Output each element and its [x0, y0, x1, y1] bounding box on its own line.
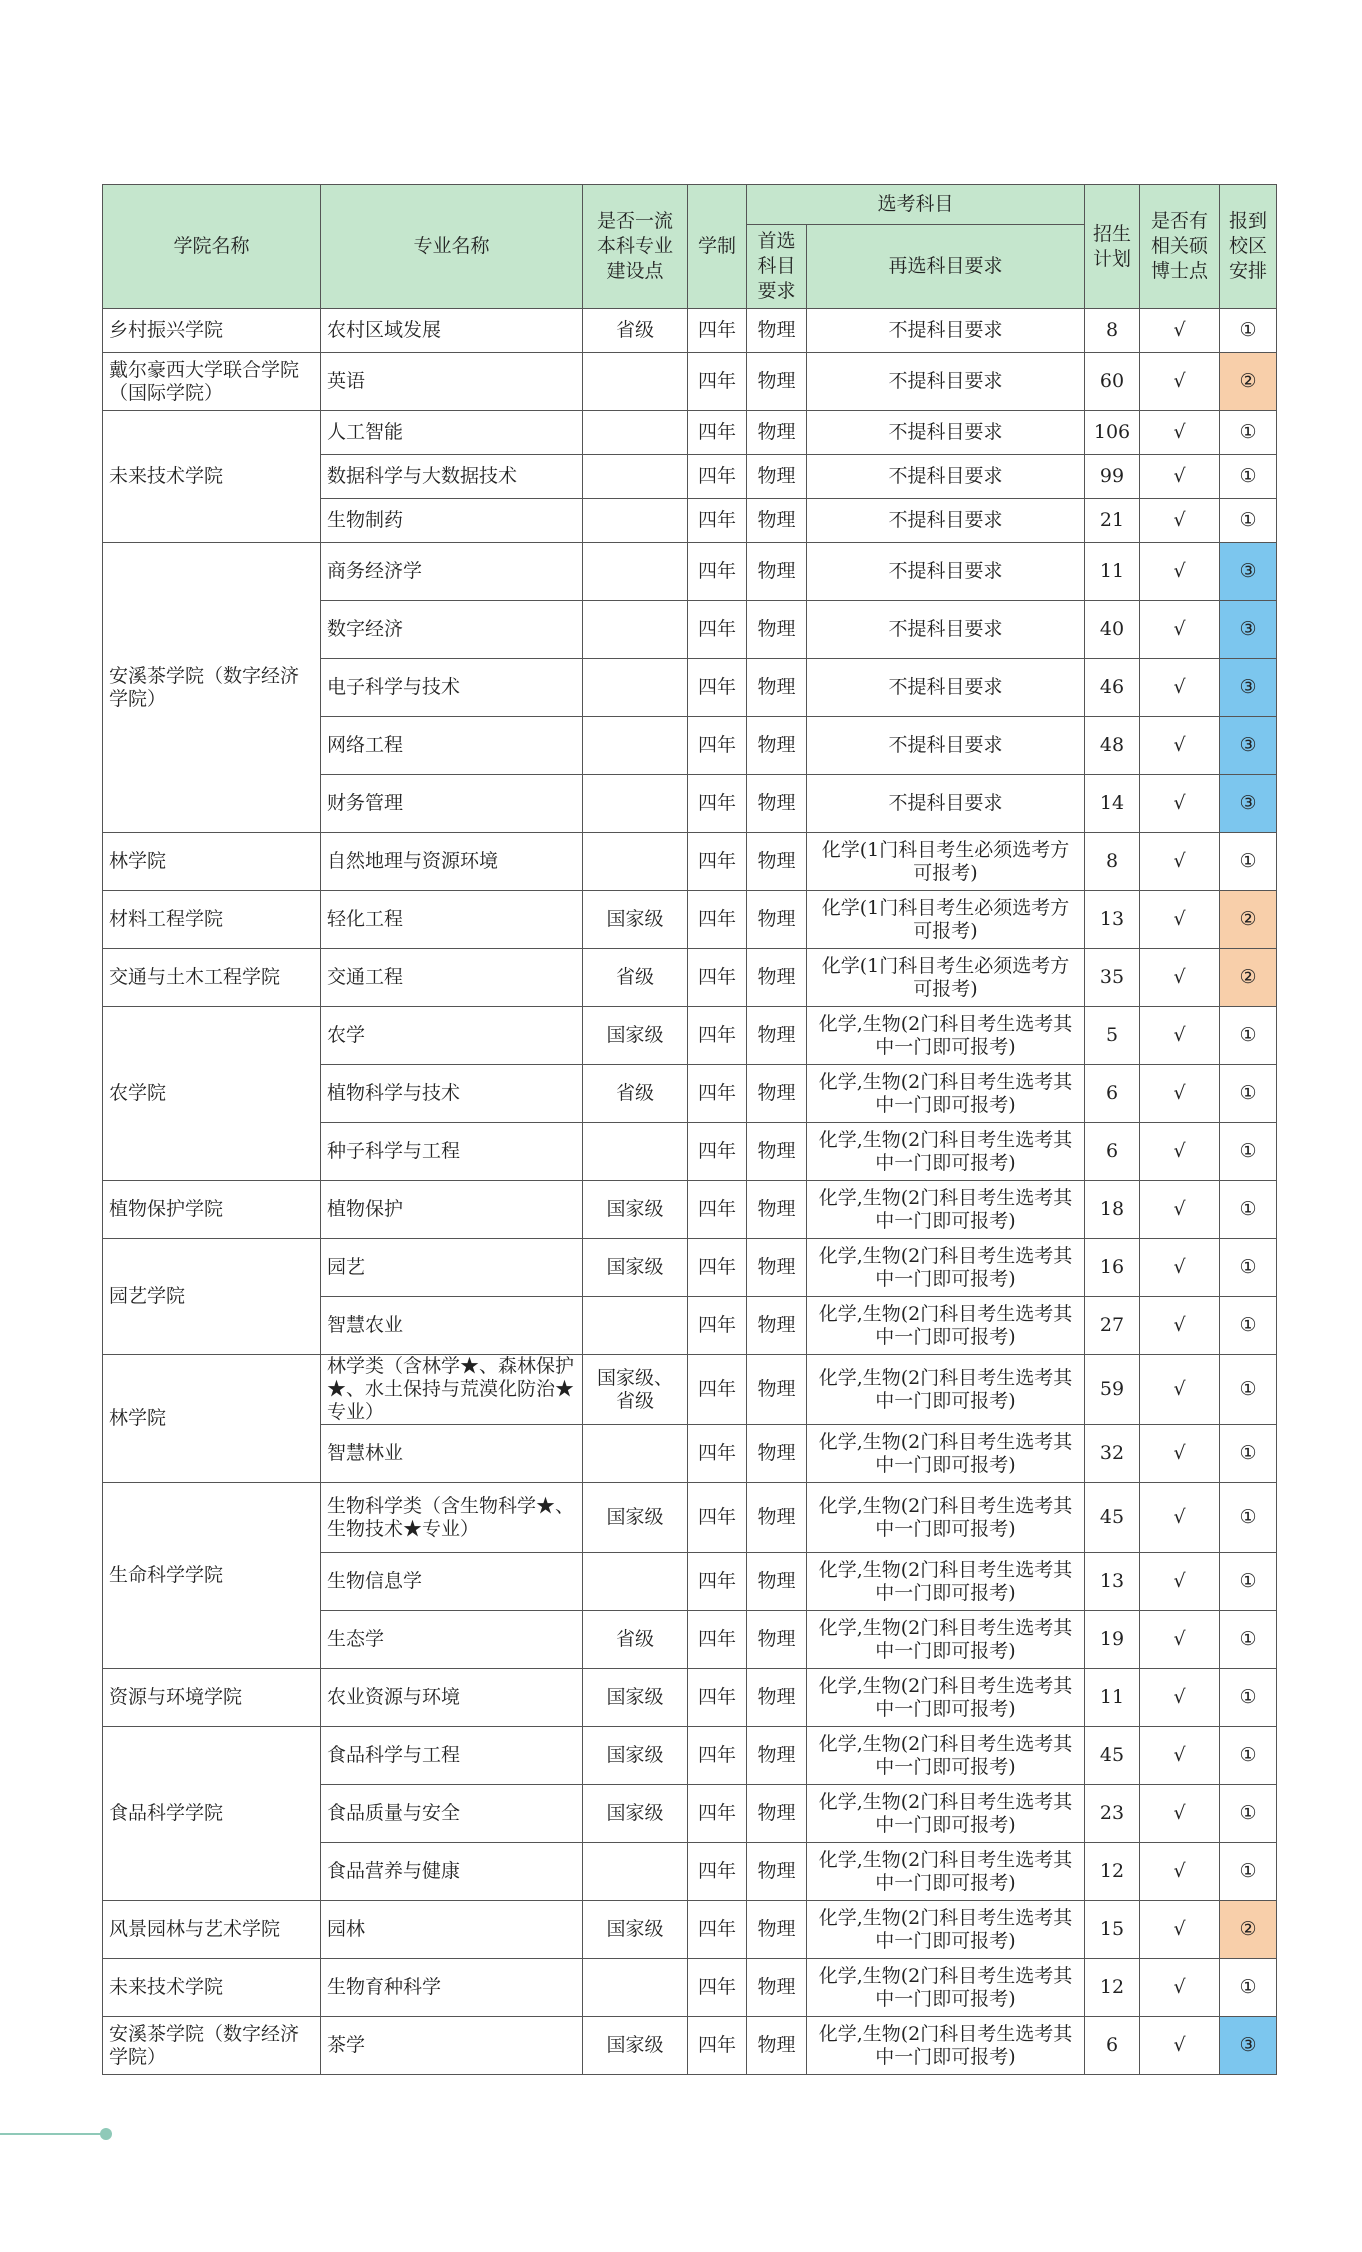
plan-cell: 13	[1085, 891, 1140, 949]
primary-subject-cell: 物理	[747, 1843, 807, 1901]
secondary-subject-cell: 不提科目要求	[807, 775, 1085, 833]
primary-subject-cell: 物理	[747, 1239, 807, 1297]
doctoral-cell: √	[1140, 1843, 1220, 1901]
college-cell: 林学院	[103, 833, 321, 891]
firstclass-cell	[583, 543, 688, 601]
secondary-subject-cell: 不提科目要求	[807, 411, 1085, 455]
major-cell: 农业资源与环境	[321, 1669, 583, 1727]
primary-subject-cell: 物理	[747, 891, 807, 949]
secondary-subject-cell: 不提科目要求	[807, 543, 1085, 601]
duration-cell: 四年	[688, 1239, 747, 1297]
duration-cell: 四年	[688, 1843, 747, 1901]
doctoral-cell: √	[1140, 775, 1220, 833]
campus-badge: ③	[1220, 717, 1277, 775]
secondary-subject-cell: 化学,生物(2门科目考生选考其中一门即可报考)	[807, 1123, 1085, 1181]
firstclass-cell: 省级	[583, 1611, 688, 1669]
secondary-subject-cell: 化学,生物(2门科目考生选考其中一门即可报考)	[807, 1007, 1085, 1065]
college-cell: 农学院	[103, 1007, 321, 1181]
primary-subject-cell: 物理	[747, 2017, 807, 2075]
firstclass-cell	[583, 1425, 688, 1483]
campus-badge: ②	[1220, 949, 1277, 1007]
major-cell: 商务经济学	[321, 543, 583, 601]
plan-cell: 59	[1085, 1355, 1140, 1425]
campus-badge: ①	[1220, 1483, 1277, 1553]
doctoral-cell: √	[1140, 1065, 1220, 1123]
college-cell: 食品科学学院	[103, 1727, 321, 1901]
doctoral-cell: √	[1140, 543, 1220, 601]
firstclass-cell: 国家级	[583, 1901, 688, 1959]
plan-cell: 16	[1085, 1239, 1140, 1297]
campus-badge: ③	[1220, 2017, 1277, 2075]
major-cell: 数据科学与大数据技术	[321, 455, 583, 499]
doctoral-cell: √	[1140, 309, 1220, 353]
campus-badge: ③	[1220, 543, 1277, 601]
duration-cell: 四年	[688, 1181, 747, 1239]
firstclass-cell: 省级	[583, 949, 688, 1007]
campus-badge: ①	[1220, 1007, 1277, 1065]
firstclass-cell	[583, 353, 688, 411]
secondary-subject-cell: 化学(1门科目考生必须选考方可报考)	[807, 833, 1085, 891]
college-cell: 林学院	[103, 1355, 321, 1483]
table-row	[103, 1901, 1277, 1959]
duration-cell: 四年	[688, 1483, 747, 1553]
firstclass-cell	[583, 1843, 688, 1901]
primary-subject-cell: 物理	[747, 1785, 807, 1843]
duration-cell: 四年	[688, 833, 747, 891]
major-cell: 园林	[321, 1901, 583, 1959]
firstclass-cell: 国家级	[583, 1007, 688, 1065]
firstclass-cell	[583, 775, 688, 833]
campus-badge: ①	[1220, 833, 1277, 891]
plan-cell: 21	[1085, 499, 1140, 543]
doctoral-cell: √	[1140, 1727, 1220, 1785]
doctoral-cell: √	[1140, 1483, 1220, 1553]
major-cell: 人工智能	[321, 411, 583, 455]
duration-cell: 四年	[688, 1785, 747, 1843]
primary-subject-cell: 物理	[747, 717, 807, 775]
decorative-line	[0, 2133, 104, 2135]
header-campus: 报到校区安排	[1220, 185, 1277, 309]
duration-cell: 四年	[688, 1123, 747, 1181]
plan-cell: 6	[1085, 1065, 1140, 1123]
doctoral-cell: √	[1140, 833, 1220, 891]
table-row	[103, 543, 1277, 601]
duration-cell: 四年	[688, 949, 747, 1007]
major-cell: 农学	[321, 1007, 583, 1065]
campus-badge: ①	[1220, 499, 1277, 543]
duration-cell: 四年	[688, 1355, 747, 1425]
secondary-subject-cell: 不提科目要求	[807, 309, 1085, 353]
primary-subject-cell: 物理	[747, 1007, 807, 1065]
primary-subject-cell: 物理	[747, 1297, 807, 1355]
doctoral-cell: √	[1140, 1123, 1220, 1181]
firstclass-cell: 国家级	[583, 2017, 688, 2075]
plan-cell: 11	[1085, 1669, 1140, 1727]
campus-badge: ①	[1220, 1297, 1277, 1355]
duration-cell: 四年	[688, 1959, 747, 2017]
table-body	[103, 309, 1277, 2075]
campus-badge: ①	[1220, 1123, 1277, 1181]
doctoral-cell: √	[1140, 1007, 1220, 1065]
campus-badge: ①	[1220, 309, 1277, 353]
duration-cell: 四年	[688, 499, 747, 543]
firstclass-cell: 国家级	[583, 1483, 688, 1553]
campus-badge: ②	[1220, 891, 1277, 949]
doctoral-cell: √	[1140, 717, 1220, 775]
table-row	[103, 949, 1277, 1007]
primary-subject-cell: 物理	[747, 1483, 807, 1553]
plan-cell: 19	[1085, 1611, 1140, 1669]
plan-cell: 8	[1085, 309, 1140, 353]
doctoral-cell: √	[1140, 1611, 1220, 1669]
duration-cell: 四年	[688, 1425, 747, 1483]
duration-cell: 四年	[688, 891, 747, 949]
plan-cell: 14	[1085, 775, 1140, 833]
table-row	[103, 891, 1277, 949]
firstclass-cell: 国家级	[583, 891, 688, 949]
campus-badge: ①	[1220, 455, 1277, 499]
campus-badge: ③	[1220, 659, 1277, 717]
primary-subject-cell: 物理	[747, 1669, 807, 1727]
major-cell: 数字经济	[321, 601, 583, 659]
primary-subject-cell: 物理	[747, 543, 807, 601]
campus-badge: ①	[1220, 1425, 1277, 1483]
primary-subject-cell: 物理	[747, 601, 807, 659]
secondary-subject-cell: 不提科目要求	[807, 717, 1085, 775]
major-cell: 园艺	[321, 1239, 583, 1297]
secondary-subject-cell: 化学,生物(2门科目考生选考其中一门即可报考)	[807, 1727, 1085, 1785]
campus-badge: ①	[1220, 1065, 1277, 1123]
firstclass-cell	[583, 1297, 688, 1355]
college-cell: 园艺学院	[103, 1239, 321, 1355]
firstclass-cell	[583, 1553, 688, 1611]
doctoral-cell: √	[1140, 1181, 1220, 1239]
doctoral-cell: √	[1140, 455, 1220, 499]
major-cell: 电子科学与技术	[321, 659, 583, 717]
header-college: 学院名称	[103, 185, 321, 309]
firstclass-cell	[583, 455, 688, 499]
major-cell: 生物制药	[321, 499, 583, 543]
doctoral-cell: √	[1140, 411, 1220, 455]
campus-badge: ①	[1220, 411, 1277, 455]
major-cell: 智慧林业	[321, 1425, 583, 1483]
secondary-subject-cell: 化学,生物(2门科目考生选考其中一门即可报考)	[807, 1483, 1085, 1553]
primary-subject-cell: 物理	[747, 455, 807, 499]
plan-cell: 46	[1085, 659, 1140, 717]
primary-subject-cell: 物理	[747, 659, 807, 717]
major-cell: 生物育种科学	[321, 1959, 583, 2017]
doctoral-cell: √	[1140, 1297, 1220, 1355]
secondary-subject-cell: 化学(1门科目考生必须选考方可报考)	[807, 891, 1085, 949]
firstclass-cell	[583, 717, 688, 775]
firstclass-cell	[583, 1123, 688, 1181]
campus-badge: ①	[1220, 1669, 1277, 1727]
header-duration: 学制	[688, 185, 747, 309]
doctoral-cell: √	[1140, 601, 1220, 659]
major-cell: 交通工程	[321, 949, 583, 1007]
secondary-subject-cell: 化学,生物(2门科目考生选考其中一门即可报考)	[807, 1785, 1085, 1843]
plan-cell: 23	[1085, 1785, 1140, 1843]
secondary-subject-cell: 不提科目要求	[807, 659, 1085, 717]
campus-badge: ①	[1220, 1355, 1277, 1425]
college-cell: 未来技术学院	[103, 1959, 321, 2017]
firstclass-cell: 国家级、省级	[583, 1355, 688, 1425]
duration-cell: 四年	[688, 659, 747, 717]
major-cell: 林学类（含林学★、森林保护★、水土保持与荒漠化防治★专业）	[321, 1355, 583, 1425]
secondary-subject-cell: 化学,生物(2门科目考生选考其中一门即可报考)	[807, 1297, 1085, 1355]
college-cell: 风景园林与艺术学院	[103, 1901, 321, 1959]
major-cell: 财务管理	[321, 775, 583, 833]
primary-subject-cell: 物理	[747, 1611, 807, 1669]
college-cell: 资源与环境学院	[103, 1669, 321, 1727]
primary-subject-cell: 物理	[747, 1123, 807, 1181]
firstclass-cell	[583, 833, 688, 891]
campus-badge: ①	[1220, 1959, 1277, 2017]
firstclass-cell	[583, 601, 688, 659]
campus-badge: ①	[1220, 1239, 1277, 1297]
doctoral-cell: √	[1140, 1959, 1220, 2017]
plan-cell: 12	[1085, 1959, 1140, 2017]
major-cell: 植物科学与技术	[321, 1065, 583, 1123]
secondary-subject-cell: 化学,生物(2门科目考生选考其中一门即可报考)	[807, 1239, 1085, 1297]
firstclass-cell	[583, 659, 688, 717]
doctoral-cell: √	[1140, 949, 1220, 1007]
primary-subject-cell: 物理	[747, 499, 807, 543]
doctoral-cell: √	[1140, 1553, 1220, 1611]
college-cell: 安溪茶学院（数字经济学院）	[103, 543, 321, 833]
duration-cell: 四年	[688, 353, 747, 411]
primary-subject-cell: 物理	[747, 833, 807, 891]
doctoral-cell: √	[1140, 2017, 1220, 2075]
major-cell: 生态学	[321, 1611, 583, 1669]
secondary-subject-cell: 化学,生物(2门科目考生选考其中一门即可报考)	[807, 1355, 1085, 1425]
plan-cell: 15	[1085, 1901, 1140, 1959]
major-cell: 食品科学与工程	[321, 1727, 583, 1785]
duration-cell: 四年	[688, 455, 747, 499]
college-cell: 材料工程学院	[103, 891, 321, 949]
primary-subject-cell: 物理	[747, 1727, 807, 1785]
firstclass-cell: 省级	[583, 1065, 688, 1123]
doctoral-cell: √	[1140, 1425, 1220, 1483]
header-plan: 招生计划	[1085, 185, 1140, 309]
header-secondary: 再选科目要求	[807, 225, 1085, 309]
duration-cell: 四年	[688, 1669, 747, 1727]
duration-cell: 四年	[688, 2017, 747, 2075]
secondary-subject-cell: 化学,生物(2门科目考生选考其中一门即可报考)	[807, 1553, 1085, 1611]
secondary-subject-cell: 化学,生物(2门科目考生选考其中一门即可报考)	[807, 1901, 1085, 1959]
plan-cell: 60	[1085, 353, 1140, 411]
major-cell: 英语	[321, 353, 583, 411]
secondary-subject-cell: 化学,生物(2门科目考生选考其中一门即可报考)	[807, 1181, 1085, 1239]
firstclass-cell	[583, 411, 688, 455]
primary-subject-cell: 物理	[747, 353, 807, 411]
secondary-subject-cell: 化学,生物(2门科目考生选考其中一门即可报考)	[807, 1669, 1085, 1727]
secondary-subject-cell: 化学,生物(2门科目考生选考其中一门即可报考)	[807, 1843, 1085, 1901]
primary-subject-cell: 物理	[747, 1959, 807, 2017]
secondary-subject-cell: 不提科目要求	[807, 601, 1085, 659]
major-cell: 自然地理与资源环境	[321, 833, 583, 891]
duration-cell: 四年	[688, 717, 747, 775]
header-doctoral: 是否有相关硕博士点	[1140, 185, 1220, 309]
primary-subject-cell: 物理	[747, 1065, 807, 1123]
firstclass-cell: 省级	[583, 309, 688, 353]
table-row	[103, 833, 1277, 891]
primary-subject-cell: 物理	[747, 1901, 807, 1959]
plan-cell: 27	[1085, 1297, 1140, 1355]
firstclass-cell: 国家级	[583, 1727, 688, 1785]
doctoral-cell: √	[1140, 891, 1220, 949]
duration-cell: 四年	[688, 411, 747, 455]
firstclass-cell	[583, 1959, 688, 2017]
firstclass-cell: 国家级	[583, 1669, 688, 1727]
secondary-subject-cell: 化学,生物(2门科目考生选考其中一门即可报考)	[807, 1065, 1085, 1123]
campus-badge: ①	[1220, 1553, 1277, 1611]
duration-cell: 四年	[688, 1611, 747, 1669]
decorative-dot	[100, 2128, 112, 2140]
duration-cell: 四年	[688, 309, 747, 353]
header-subjects-group: 选考科目	[747, 185, 1085, 225]
major-cell: 轻化工程	[321, 891, 583, 949]
table-row	[103, 411, 1277, 455]
college-cell: 未来技术学院	[103, 411, 321, 543]
major-cell: 生物信息学	[321, 1553, 583, 1611]
major-cell: 食品质量与安全	[321, 1785, 583, 1843]
duration-cell: 四年	[688, 601, 747, 659]
firstclass-cell	[583, 499, 688, 543]
plan-cell: 13	[1085, 1553, 1140, 1611]
plan-cell: 32	[1085, 1425, 1140, 1483]
header-primary: 首选科目要求	[747, 225, 807, 309]
primary-subject-cell: 物理	[747, 1553, 807, 1611]
campus-badge: ①	[1220, 1611, 1277, 1669]
college-cell: 戴尔豪西大学联合学院（国际学院）	[103, 353, 321, 411]
admissions-table	[102, 184, 1277, 2075]
primary-subject-cell: 物理	[747, 1355, 807, 1425]
college-cell: 生命科学学院	[103, 1483, 321, 1669]
campus-badge: ①	[1220, 1727, 1277, 1785]
table-row	[103, 1181, 1277, 1239]
campus-badge: ①	[1220, 1843, 1277, 1901]
secondary-subject-cell: 不提科目要求	[807, 353, 1085, 411]
major-cell: 网络工程	[321, 717, 583, 775]
firstclass-cell: 国家级	[583, 1239, 688, 1297]
doctoral-cell: √	[1140, 353, 1220, 411]
plan-cell: 45	[1085, 1483, 1140, 1553]
table-row	[103, 1669, 1277, 1727]
college-cell: 交通与土木工程学院	[103, 949, 321, 1007]
plan-cell: 40	[1085, 601, 1140, 659]
doctoral-cell: √	[1140, 499, 1220, 543]
plan-cell: 35	[1085, 949, 1140, 1007]
duration-cell: 四年	[688, 1727, 747, 1785]
plan-cell: 5	[1085, 1007, 1140, 1065]
college-cell: 乡村振兴学院	[103, 309, 321, 353]
major-cell: 智慧农业	[321, 1297, 583, 1355]
doctoral-cell: √	[1140, 1239, 1220, 1297]
major-cell: 农村区域发展	[321, 309, 583, 353]
duration-cell: 四年	[688, 775, 747, 833]
major-cell: 生物科学类（含生物科学★、生物技术★专业）	[321, 1483, 583, 1553]
college-cell: 植物保护学院	[103, 1181, 321, 1239]
table-row	[103, 1239, 1277, 1297]
secondary-subject-cell: 化学,生物(2门科目考生选考其中一门即可报考)	[807, 1425, 1085, 1483]
primary-subject-cell: 物理	[747, 775, 807, 833]
table-row	[103, 1959, 1277, 2017]
table-row	[103, 309, 1277, 353]
primary-subject-cell: 物理	[747, 1425, 807, 1483]
table-row	[103, 2017, 1277, 2075]
header-major: 专业名称	[321, 185, 583, 309]
table-row	[103, 1007, 1277, 1065]
firstclass-cell: 国家级	[583, 1785, 688, 1843]
secondary-subject-cell: 不提科目要求	[807, 455, 1085, 499]
firstclass-cell: 国家级	[583, 1181, 688, 1239]
table-row	[103, 1483, 1277, 1553]
duration-cell: 四年	[688, 543, 747, 601]
major-cell: 食品营养与健康	[321, 1843, 583, 1901]
doctoral-cell: √	[1140, 1669, 1220, 1727]
campus-badge: ①	[1220, 1181, 1277, 1239]
secondary-subject-cell: 化学,生物(2门科目考生选考其中一门即可报考)	[807, 1611, 1085, 1669]
table-row	[103, 1355, 1277, 1425]
primary-subject-cell: 物理	[747, 411, 807, 455]
doctoral-cell: √	[1140, 1785, 1220, 1843]
doctoral-cell: √	[1140, 1901, 1220, 1959]
duration-cell: 四年	[688, 1007, 747, 1065]
plan-cell: 6	[1085, 1123, 1140, 1181]
campus-badge: ①	[1220, 1785, 1277, 1843]
plan-cell: 12	[1085, 1843, 1140, 1901]
duration-cell: 四年	[688, 1553, 747, 1611]
plan-cell: 18	[1085, 1181, 1140, 1239]
duration-cell: 四年	[688, 1901, 747, 1959]
primary-subject-cell: 物理	[747, 309, 807, 353]
header-firstclass: 是否一流本科专业建设点	[583, 185, 688, 309]
campus-badge: ②	[1220, 1901, 1277, 1959]
doctoral-cell: √	[1140, 659, 1220, 717]
plan-cell: 11	[1085, 543, 1140, 601]
plan-cell: 99	[1085, 455, 1140, 499]
college-cell: 安溪茶学院（数字经济学院）	[103, 2017, 321, 2075]
duration-cell: 四年	[688, 1065, 747, 1123]
secondary-subject-cell: 化学,生物(2门科目考生选考其中一门即可报考)	[807, 1959, 1085, 2017]
campus-badge: ②	[1220, 353, 1277, 411]
table-row	[103, 353, 1277, 411]
primary-subject-cell: 物理	[747, 949, 807, 1007]
plan-cell: 106	[1085, 411, 1140, 455]
plan-cell: 48	[1085, 717, 1140, 775]
secondary-subject-cell: 不提科目要求	[807, 499, 1085, 543]
primary-subject-cell: 物理	[747, 1181, 807, 1239]
duration-cell: 四年	[688, 1297, 747, 1355]
secondary-subject-cell: 化学,生物(2门科目考生选考其中一门即可报考)	[807, 2017, 1085, 2075]
major-cell: 种子科学与工程	[321, 1123, 583, 1181]
major-cell: 茶学	[321, 2017, 583, 2075]
doctoral-cell: √	[1140, 1355, 1220, 1425]
major-cell: 植物保护	[321, 1181, 583, 1239]
plan-cell: 8	[1085, 833, 1140, 891]
plan-cell: 45	[1085, 1727, 1140, 1785]
plan-cell: 6	[1085, 2017, 1140, 2075]
table-row	[103, 1727, 1277, 1785]
secondary-subject-cell: 化学(1门科目考生必须选考方可报考)	[807, 949, 1085, 1007]
campus-badge: ③	[1220, 601, 1277, 659]
campus-badge: ③	[1220, 775, 1277, 833]
